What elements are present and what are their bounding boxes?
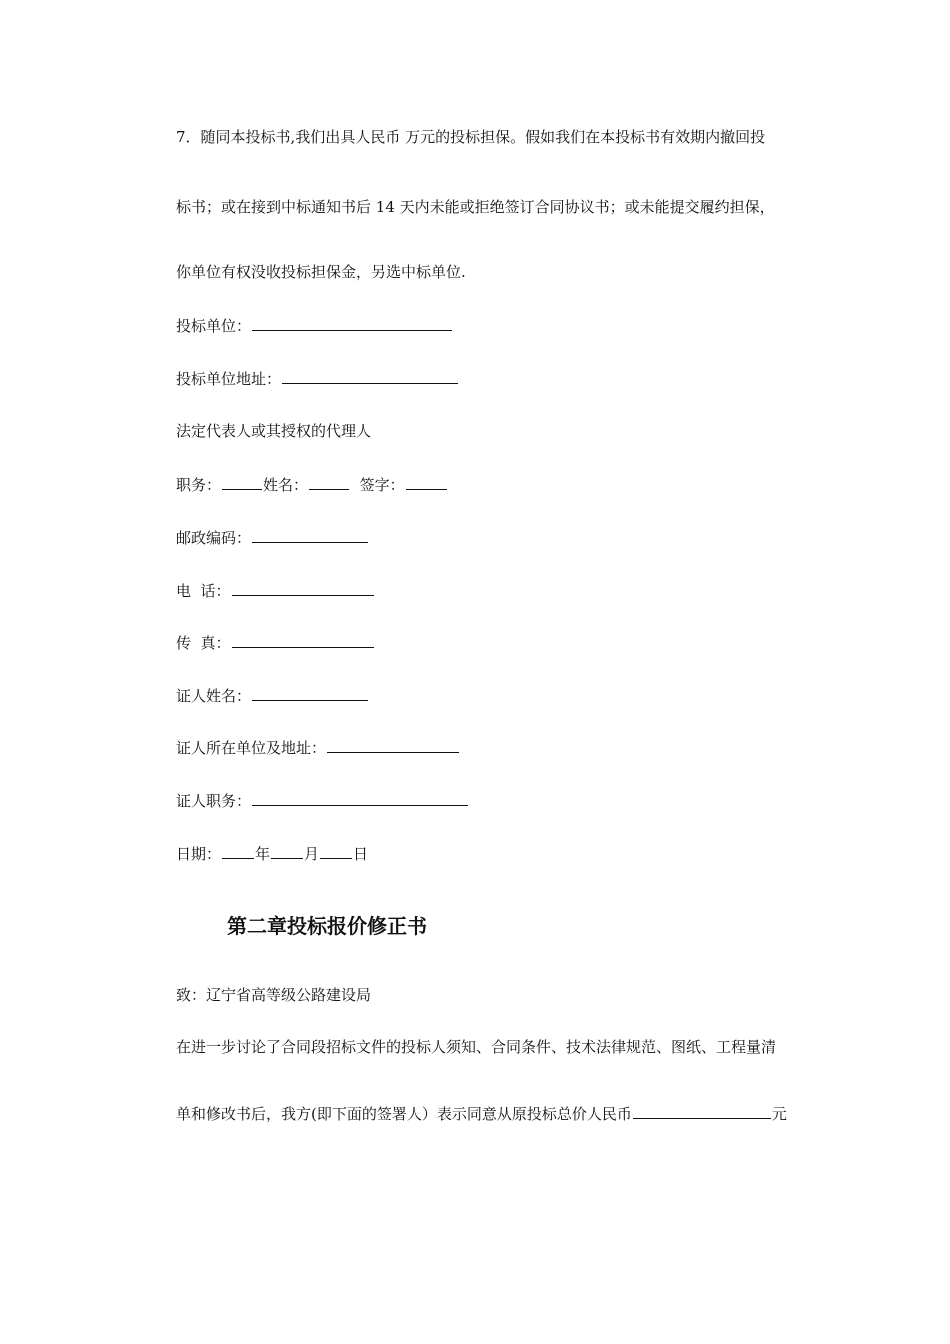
year-blank[interactable] bbox=[222, 843, 254, 859]
phone-row bbox=[176, 580, 375, 601]
bidder-unit-row bbox=[176, 315, 453, 336]
name-label: 姓名： bbox=[263, 476, 309, 494]
clause-7-line-2: 标书；或在接到中标通知书后 14 天内未能或拒绝签订合同协议书；或未能提交履约担保， bbox=[176, 198, 775, 216]
bidder-address-row bbox=[176, 368, 459, 389]
witness-name-blank[interactable] bbox=[252, 685, 368, 701]
currency-unit: 元 bbox=[771, 1105, 787, 1123]
amendment-body-text: 单和修改书后，我方(即下面的签署人）表示同意从原投标总价人民币 bbox=[176, 1105, 632, 1123]
chapter-title: 第二章投标报价修正书 bbox=[227, 914, 427, 938]
day-label: 日 bbox=[353, 845, 369, 863]
witness-name-row bbox=[176, 685, 369, 706]
bidder-unit-blank[interactable] bbox=[252, 315, 452, 331]
legal-representative-label: 法定代表人或其授权的代理人 bbox=[176, 422, 372, 440]
date-label: 日期： bbox=[176, 845, 222, 863]
month-label: 月 bbox=[304, 845, 320, 863]
phone-label: 电 话： bbox=[176, 582, 231, 600]
position-label: 职务： bbox=[176, 476, 222, 494]
clause-7-line-1: 7．随同本投标书,我们出具人民币 万元的投标担保。假如我们在本投标书有效期内撤回投 bbox=[176, 128, 766, 146]
postal-code-blank[interactable] bbox=[252, 527, 368, 543]
witness-position-label: 证人职务： bbox=[176, 792, 252, 810]
day-blank[interactable] bbox=[320, 843, 352, 859]
name-blank[interactable] bbox=[309, 474, 349, 490]
position-name-signature-row bbox=[176, 474, 448, 495]
postal-code-label: 邮政编码： bbox=[176, 529, 252, 547]
bidder-address-blank[interactable] bbox=[282, 368, 458, 384]
position-blank[interactable] bbox=[222, 474, 262, 490]
witness-unit-address-label: 证人所在单位及地址： bbox=[176, 739, 327, 757]
witness-name-label: 证人姓名： bbox=[176, 687, 252, 705]
signature-label: 签字： bbox=[359, 476, 405, 494]
fax-row bbox=[176, 632, 375, 653]
year-label: 年 bbox=[255, 845, 271, 863]
witness-position-row bbox=[176, 790, 469, 811]
date-row bbox=[176, 843, 368, 864]
witness-position-blank[interactable] bbox=[252, 790, 468, 806]
original-total-price-blank[interactable] bbox=[633, 1103, 771, 1119]
signature-blank[interactable] bbox=[406, 474, 447, 490]
witness-unit-address-blank[interactable] bbox=[327, 737, 459, 753]
addressee-line: 致：辽宁省高等级公路建设局 bbox=[176, 986, 372, 1004]
bidder-unit-label: 投标单位： bbox=[176, 317, 252, 335]
phone-blank[interactable] bbox=[232, 580, 374, 596]
amendment-body-line-2 bbox=[176, 1103, 787, 1124]
witness-unit-address-row bbox=[176, 737, 460, 758]
fax-label: 传 真： bbox=[176, 634, 231, 652]
bidder-address-label: 投标单位地址： bbox=[176, 370, 282, 388]
clause-7-line-3: 你单位有权没收投标担保金，另选中标单位. bbox=[176, 263, 466, 281]
fax-blank[interactable] bbox=[232, 632, 374, 648]
postal-code-row bbox=[176, 527, 369, 548]
month-blank[interactable] bbox=[271, 843, 303, 859]
amendment-body-line-1: 在进一步讨论了合同段招标文件的投标人须知、合同条件、技术法律规范、图纸、工程量清 bbox=[176, 1038, 777, 1056]
